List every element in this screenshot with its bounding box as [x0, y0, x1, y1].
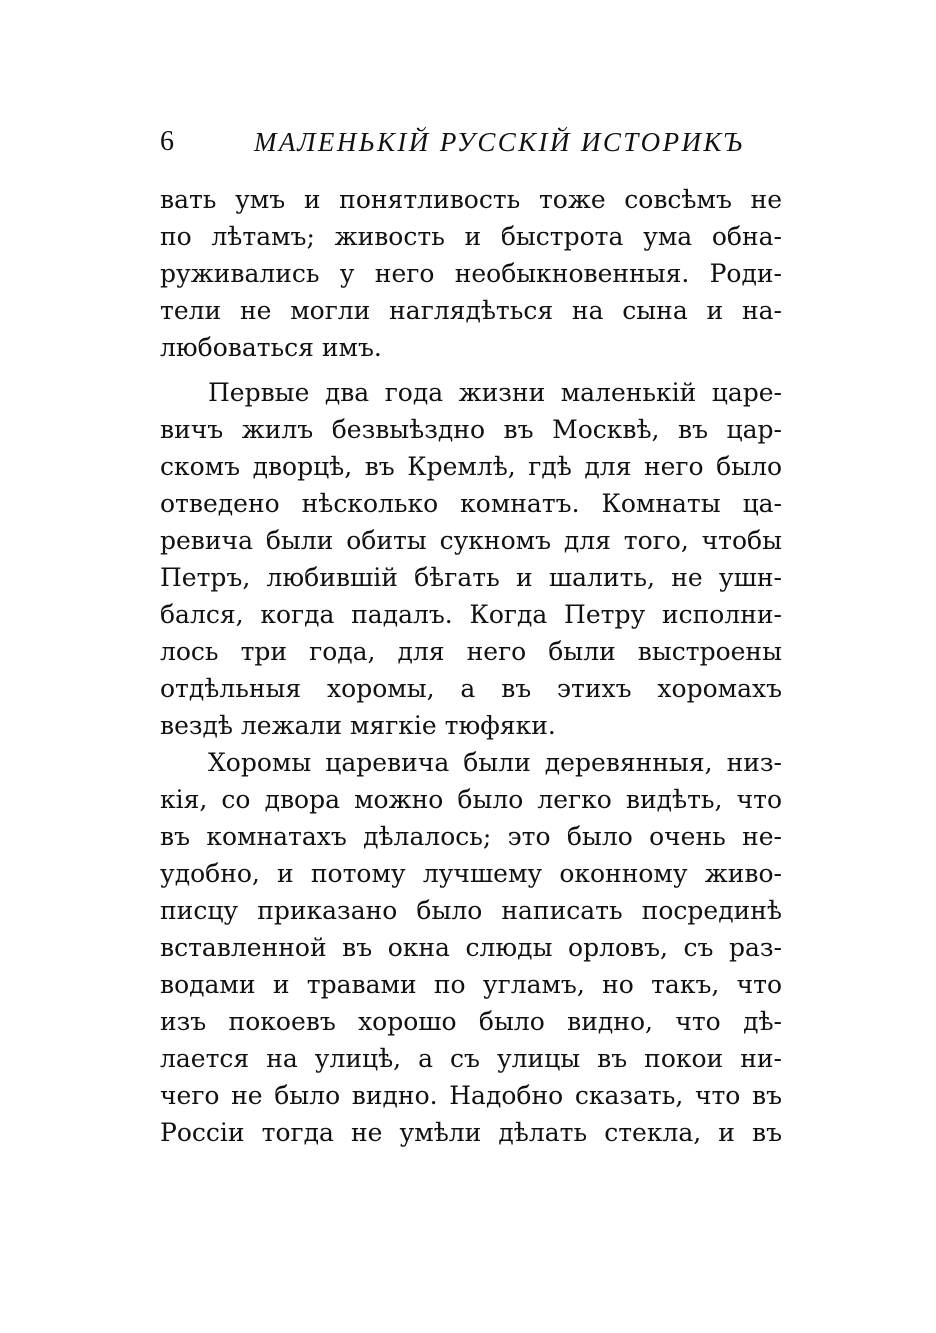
text-line: отдѣльныя хоромы, а въ этихъ хоромахъ [160, 674, 782, 703]
text-line: въ комнатахъ дѣлалось; это было очень не- [160, 822, 782, 851]
text-line: Петръ, любившій бѣгать и шалить, не ушн- [160, 563, 782, 592]
text-line: вичъ жилъ безвыѣздно въ Москвѣ, въ цар- [160, 415, 782, 444]
page-number: 6 [160, 126, 174, 157]
running-head [160, 122, 782, 162]
text-line: руживались у него необыкновенныя. Роди- [160, 259, 782, 288]
text-line: Россіи тогда не умѣли дѣлать стекла, и въ [160, 1118, 782, 1147]
text-line: вездѣ лежали мягкіе тюфяки. [160, 711, 556, 740]
text-line: Хоромы царевича были деревянныя, низ- [208, 748, 782, 777]
text-line: кія, со двора можно было легко видѣть, что [160, 785, 782, 814]
running-title: МАЛЕНЬКІЙ РУССКІЙ ИСТОРИКЪ [254, 127, 745, 157]
text-line: по лѣтамъ; живость и быстрота ума обна- [160, 222, 782, 251]
text-line: удобно, и потому лучшему оконному живо- [160, 859, 782, 888]
text-line: ревича были обиты сукномъ для того, чтобы [160, 526, 782, 555]
text-line: вать умъ и понятливость тоже совсѣмъ не [160, 185, 782, 214]
text-line: изъ покоевъ хорошо было видно, что дѣ- [160, 1007, 782, 1036]
text-line: тели не могли наглядѣться на сына и на- [160, 296, 782, 325]
text-line: вставленной въ окна слюды орловъ, съ раз- [160, 933, 782, 962]
text-line: отведено нѣсколько комнатъ. Комнаты ца- [160, 489, 782, 518]
text-line: лось три года, для него были выстроены [160, 637, 782, 666]
text-line: Первые два года жизни маленькій царе- [208, 378, 782, 407]
text-line: скомъ дворцѣ, въ Кремлѣ, гдѣ для него было [160, 452, 782, 481]
paragraph [160, 181, 782, 366]
text-line: бался, когда падалъ. Когда Петру исполни- [160, 600, 782, 629]
body-text [160, 181, 782, 1151]
paragraph [160, 744, 782, 1151]
text-line: водами и травами по угламъ, но такъ, что [160, 970, 782, 999]
text-line: любоваться имъ. [160, 333, 382, 362]
text-line: чего не было видно. Надобно сказать, что въ [160, 1081, 782, 1110]
paragraph [160, 374, 782, 744]
text-line: писцу приказано было написать посрединѣ [160, 896, 782, 925]
text-line: лается на улицѣ, а съ улицы въ покои ни- [160, 1044, 782, 1073]
